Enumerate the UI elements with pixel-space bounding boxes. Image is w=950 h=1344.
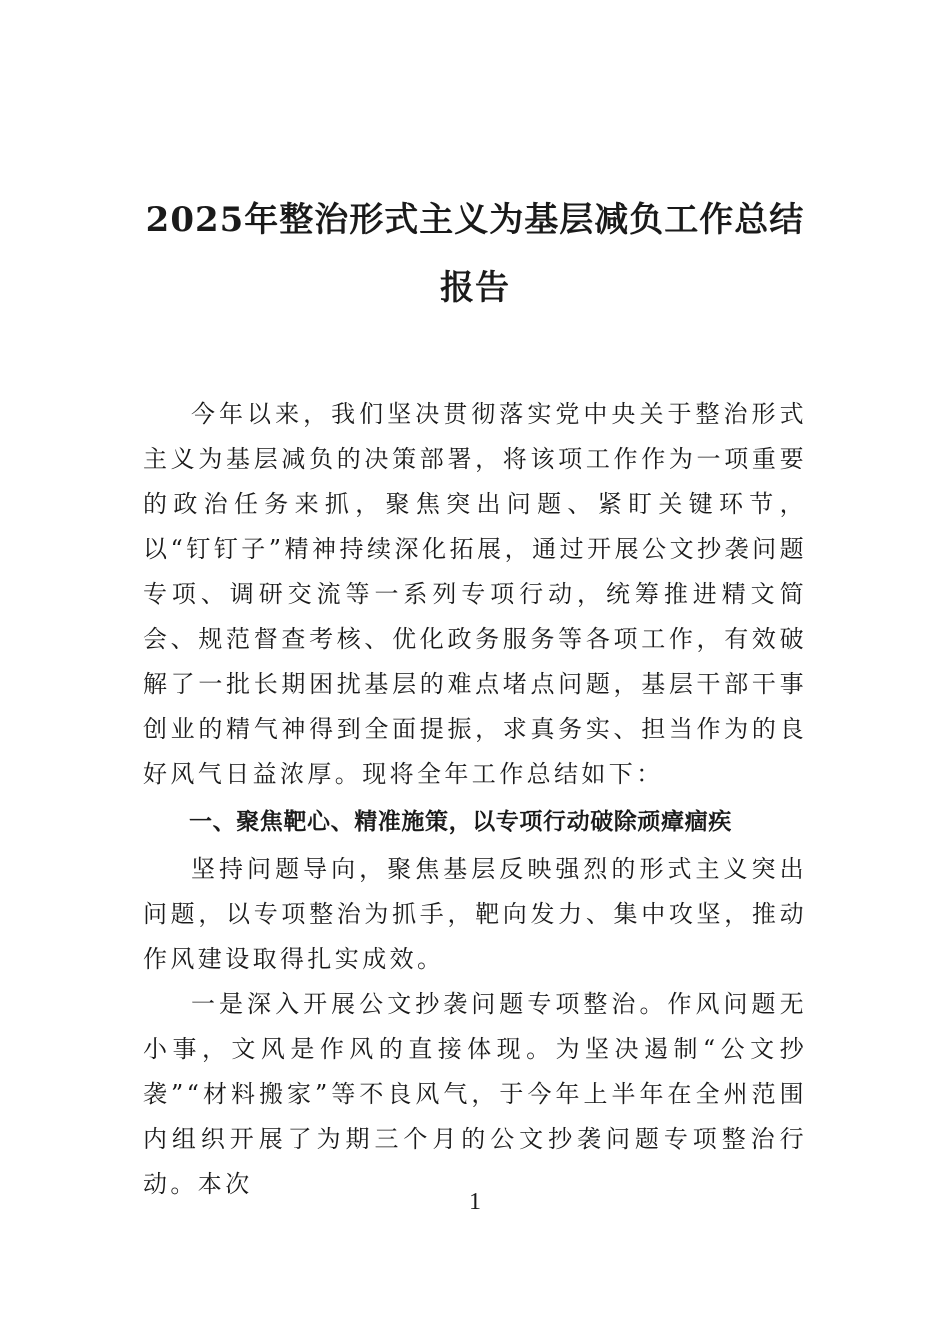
intro-paragraph: 今年以来，我们坚决贯彻落实党中央关于整治形式主义为基层减负的决策部署，将该项工作作为一项重要的政治任务来抓，聚焦突出问题、紧盯关键环节，以“钉钉子”精神持续深化拓展，通过开展公文抄袭问题专项、调研交流等一系列专项行动，统筹推进精文简会、规范督查考核、优化政务服务等各项工作，有效破解了一批长期困扰基层的难点堵点问题，基层干部干事创业的精气神得到全面提振，求真务实、担当作为的良好风气日益浓厚。现将全年工作总结如下：	[143, 400, 807, 788]
section-heading-1: 一、聚焦靶心、精准施策，以专项行动破除顽瘴痼疾	[189, 809, 732, 835]
section-1-paragraph-1: 坚持问题导向，聚焦基层反映强烈的形式主义突出问题，以专项整治为抓手，靶向发力、集中攻坚，推动作风建设取得扎实成效。	[143, 855, 807, 973]
document-body	[143, 392, 807, 1207]
section-1-paragraph-2: 一是深入开展公文抄袭问题专项整治。作风问题无小事，文风是作风的直接体现。为坚决遏制“公文抄袭”“材料搬家”等不良风气，于今年上半年在全州范围内组织开展了为期三个月的公文抄袭问题专项整治行动。本次	[143, 990, 807, 1198]
document-title-line-2: 报告	[440, 268, 510, 308]
document-title-line-1: 2025年整治形式主义为基层减负工作总结	[145, 200, 805, 240]
page-number: 1	[469, 1189, 481, 1215]
